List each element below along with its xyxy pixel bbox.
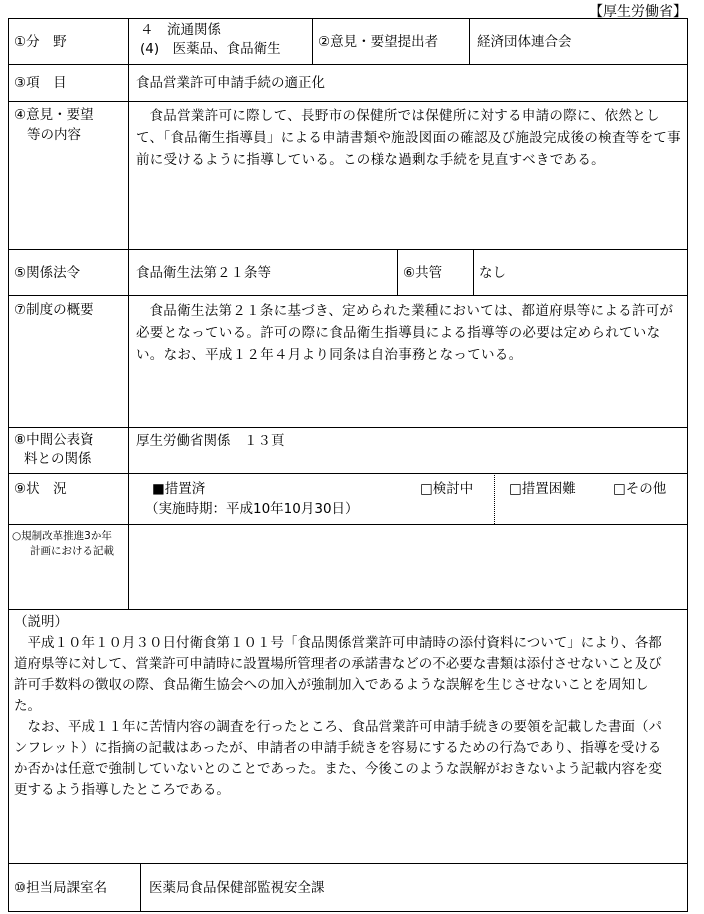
setsumei-para2: なお、平成１１年に苦情内容の調査を行ったところ、食品営業許可申請手続きの要領を記載した書面（パンフレット）に指摘の記載はあったが、申請者の申請手続きを容易にするための行為であり、指導を受けるか否かは任意で強制していないとのことであった。また、今後このような誤解がおきないよう記載内容を変更するよう指導したところである。 bbox=[14, 719, 662, 798]
teishutsusha-label: ②意見・要望提出者 bbox=[318, 34, 439, 50]
row-divider bbox=[9, 64, 687, 65]
bunya-label: ①分 野 bbox=[14, 34, 67, 50]
status-dotted-divider bbox=[494, 473, 495, 524]
keikaku-label bbox=[12, 529, 127, 559]
chukan-label bbox=[14, 431, 126, 469]
teishutsusha-value: 経済団体連合会 bbox=[477, 34, 572, 50]
seido-text: 食品衛生法第２１条に基づき、定められた業種においては、都道府県等による許可が必要となっている。許可の際に食品衛生指導員による指導等の必要は定められていない。なお、平成１２年４月より同条は自治事務となっている。 bbox=[136, 303, 674, 363]
row-divider bbox=[9, 101, 687, 102]
setsumei-para1: 平成１０年１０月３０日付衛食第１０１号「食品関係営業許可申請時の添付資料について」により、各都道府県等に対して、営業許可申請時に設置場所管理者の承諾書などの不必要な書類は添付させないこと及び許可手数料の徴収の際、食品衛生協会への加入が強制加入であるような誤解を生じさせないことを周知した。 bbox=[14, 635, 662, 714]
row-divider bbox=[9, 473, 687, 474]
row-divider bbox=[9, 249, 687, 250]
form-table bbox=[8, 18, 688, 912]
bunya-line2: (4) 医薬品、食品衛生 bbox=[140, 41, 281, 57]
chukan-label-line1: ⑧中間公表資 bbox=[14, 432, 94, 448]
column-divider bbox=[140, 863, 141, 911]
kyokan-label: ⑥共管 bbox=[403, 265, 443, 281]
ministry-header: 【厚生労働省】 bbox=[589, 4, 687, 20]
status-kentouchu: □検討中 bbox=[420, 481, 474, 497]
tanto-value: 医薬局食品保健部監視安全課 bbox=[149, 880, 325, 896]
column-divider bbox=[469, 19, 470, 64]
row-divider bbox=[9, 295, 687, 296]
komoku-label: ③項 目 bbox=[14, 75, 67, 91]
keikaku-label-line1: ○規制改革推進3か年 bbox=[12, 530, 112, 542]
column-divider bbox=[473, 249, 474, 295]
bunya-value bbox=[140, 21, 310, 59]
setsumei-block bbox=[14, 612, 674, 801]
chukan-value: 厚生労働省関係 １３頁 bbox=[136, 433, 285, 449]
column-divider bbox=[397, 249, 398, 295]
status-konnan: □措置困難 bbox=[509, 481, 576, 497]
chukan-label-line2: 料との関係 bbox=[24, 451, 92, 467]
row-divider bbox=[9, 524, 687, 525]
row-divider bbox=[9, 863, 687, 864]
row-divider bbox=[9, 609, 687, 610]
komoku-value: 食品営業許可申請手続の適正化 bbox=[136, 75, 325, 91]
setsumei-heading: （説明） bbox=[14, 614, 68, 630]
row-divider bbox=[9, 427, 687, 428]
seido-label: ⑦制度の概要 bbox=[14, 302, 94, 318]
iken-text: 食品営業許可に際して、長野市の保健所では保健所に対する申請の際に、依然として、「食品衛生指導員」による申請書類や施設図面の確認及び施設完成後の検査等をて事前に受けるように指導している。この様な過剰な手続を見直すべきである。 bbox=[136, 108, 681, 168]
iken-label bbox=[14, 105, 126, 145]
hourei-value: 食品衛生法第２１条等 bbox=[136, 265, 271, 281]
label-column-divider bbox=[128, 19, 129, 609]
iken-label-line2: 等の内容 bbox=[27, 127, 81, 143]
tanto-label: ⑩担当局課室名 bbox=[14, 880, 108, 896]
status-jisshi-date: （実施時期：平成10年10月30日） bbox=[145, 501, 359, 517]
column-divider bbox=[312, 19, 313, 64]
hourei-label: ⑤関係法令 bbox=[14, 265, 81, 281]
bunya-line1: ４ 流通関係 bbox=[140, 22, 221, 38]
jokyo-label: ⑨状 況 bbox=[14, 481, 67, 497]
kyokan-value: なし bbox=[479, 265, 506, 281]
keikaku-label-line2: 計画における記載 bbox=[30, 545, 114, 557]
status-sochizumi: ■措置済 bbox=[152, 481, 206, 497]
iken-label-line1: ④意見・要望 bbox=[14, 107, 94, 123]
status-sonota: □その他 bbox=[613, 481, 667, 497]
